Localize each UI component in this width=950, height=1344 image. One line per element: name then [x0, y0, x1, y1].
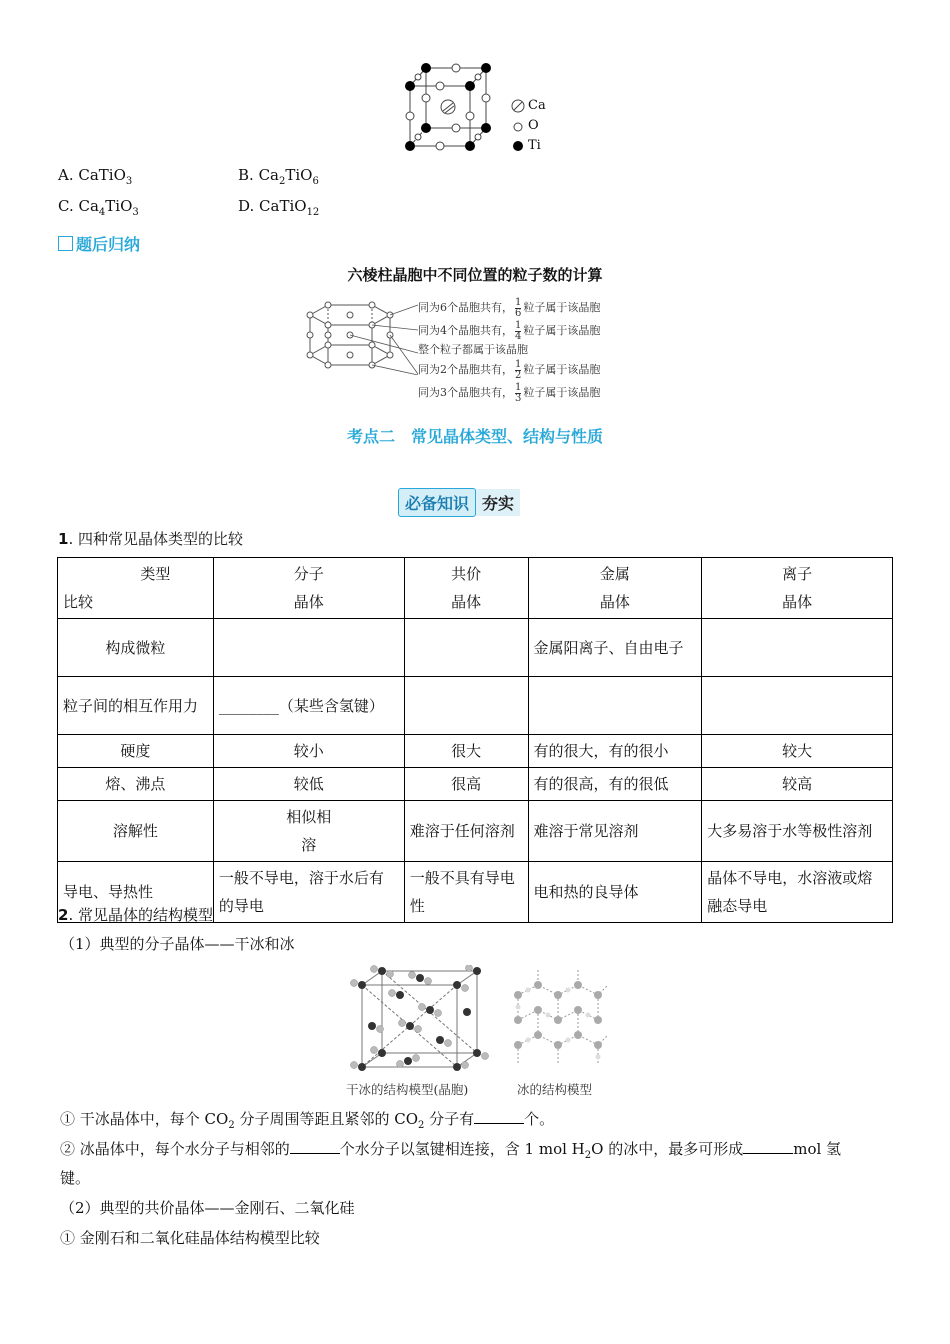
- kaodian-title: 考点二 常见晶体类型、结构与性质: [346, 427, 603, 446]
- question-dry-ice: ① 干冰晶体中，每个 $CO_2$ 分子周围等距且紧邻的 $CO_2$ 分子有 个。: [60, 1110, 555, 1131]
- table-header-row: [58, 558, 893, 619]
- ice-figure: [508, 965, 616, 1073]
- badge-right: 夯实: [476, 489, 520, 516]
- note-3: 同为3个晶胞共有， $\frac{1}{3}$ 粒子属于该晶胞: [418, 381, 601, 404]
- sub1-text: （1）典型的分子晶体——干冰和冰: [60, 935, 295, 953]
- dry-ice-figure: [350, 965, 490, 1073]
- note-2: 同为2个晶胞共有， $\frac{1}{2}$ 粒子属于该晶胞: [418, 358, 601, 381]
- answer-blank[interactable]: [290, 1139, 340, 1154]
- checkbox-icon: [58, 236, 73, 251]
- answer-blank[interactable]: [743, 1139, 793, 1154]
- note-4: 同为4个晶胞共有， $\frac{1}{4}$ 粒子属于该晶胞: [418, 319, 601, 342]
- option-c[interactable]: C. $Ca_4TiO_3$: [58, 197, 139, 218]
- summary-notes: [418, 296, 600, 404]
- summary-title: 六棱柱晶胞中不同位置的粒子数的计算: [347, 266, 603, 284]
- ice-caption: 冰的结构模型: [517, 1082, 593, 1097]
- answer-blank[interactable]: [474, 1109, 524, 1124]
- dry-ice-caption: 干冰的结构模型(晶胞): [346, 1082, 469, 1097]
- crystal-comparison-table: [57, 557, 893, 923]
- header-ionic: 离子 晶体: [702, 558, 893, 619]
- table-row: 粒子间的相互作用力 ________（某些含氢键）: [58, 677, 893, 735]
- hexagonal-prism-figure: [300, 293, 420, 375]
- option-a[interactable]: A. CaTiO$_3$: [58, 166, 133, 187]
- header-molecular: 分子 晶体: [213, 558, 404, 619]
- question-ice-cont: 键。: [60, 1169, 91, 1187]
- sub2-text: （2）典型的共价晶体——金刚石、二氧化硅: [60, 1199, 355, 1217]
- option-b[interactable]: B. $Ca_2TiO_6$: [238, 166, 319, 187]
- table-row: 构成微粒 金属阳离子、自由电子: [58, 619, 893, 677]
- legend-ti: Ti: [528, 138, 541, 153]
- corner-cell: 类型 比较: [58, 558, 214, 619]
- note-whole: 整个粒子都属于该晶胞: [418, 343, 528, 356]
- table-row: 导电、导热性 一般不导电，溶于水后有的导电 一般不具有导电性 电和热的良导体 晶体不导电，水溶液或熔融态导电: [58, 862, 893, 923]
- legend-ca: Ca: [528, 98, 546, 113]
- header-metallic: 金属 晶体: [528, 558, 702, 619]
- q3-text: ① 金刚石和二氧化硅晶体结构模型比较: [60, 1229, 320, 1247]
- question-ice: ② 冰晶体中，每个水分子与相邻的 个水分子以氢键相连接，含 1 mol $H_2O$ 的冰中，最多可形成 mol 氢: [60, 1140, 842, 1161]
- section2-title: 2. 常见晶体的结构模型: [58, 906, 213, 924]
- summary-heading: 题后归纳: [58, 232, 140, 255]
- legend-o: O: [528, 118, 539, 133]
- badge-left: 必备知识: [398, 488, 476, 517]
- knowledge-badge: [398, 488, 520, 516]
- note-6: 同为6个晶胞共有， $\frac{1}{6}$ 粒子属于该晶胞: [418, 296, 601, 319]
- table-row: 熔、沸点 较低 很高 有的很高，有的很低 较高: [58, 768, 893, 801]
- option-d[interactable]: D. CaTiO$_{12}$: [238, 197, 320, 218]
- header-covalent: 共价 晶体: [404, 558, 528, 619]
- table-row: 溶解性 相似相溶 难溶于任何溶剂 难溶于常见溶剂 大多易溶于水等极性溶剂: [58, 801, 893, 862]
- table-row: 硬度 较小 很大 有的很大，有的很小 较大: [58, 735, 893, 768]
- section1-title: 1. 四种常见晶体类型的比较: [58, 530, 243, 548]
